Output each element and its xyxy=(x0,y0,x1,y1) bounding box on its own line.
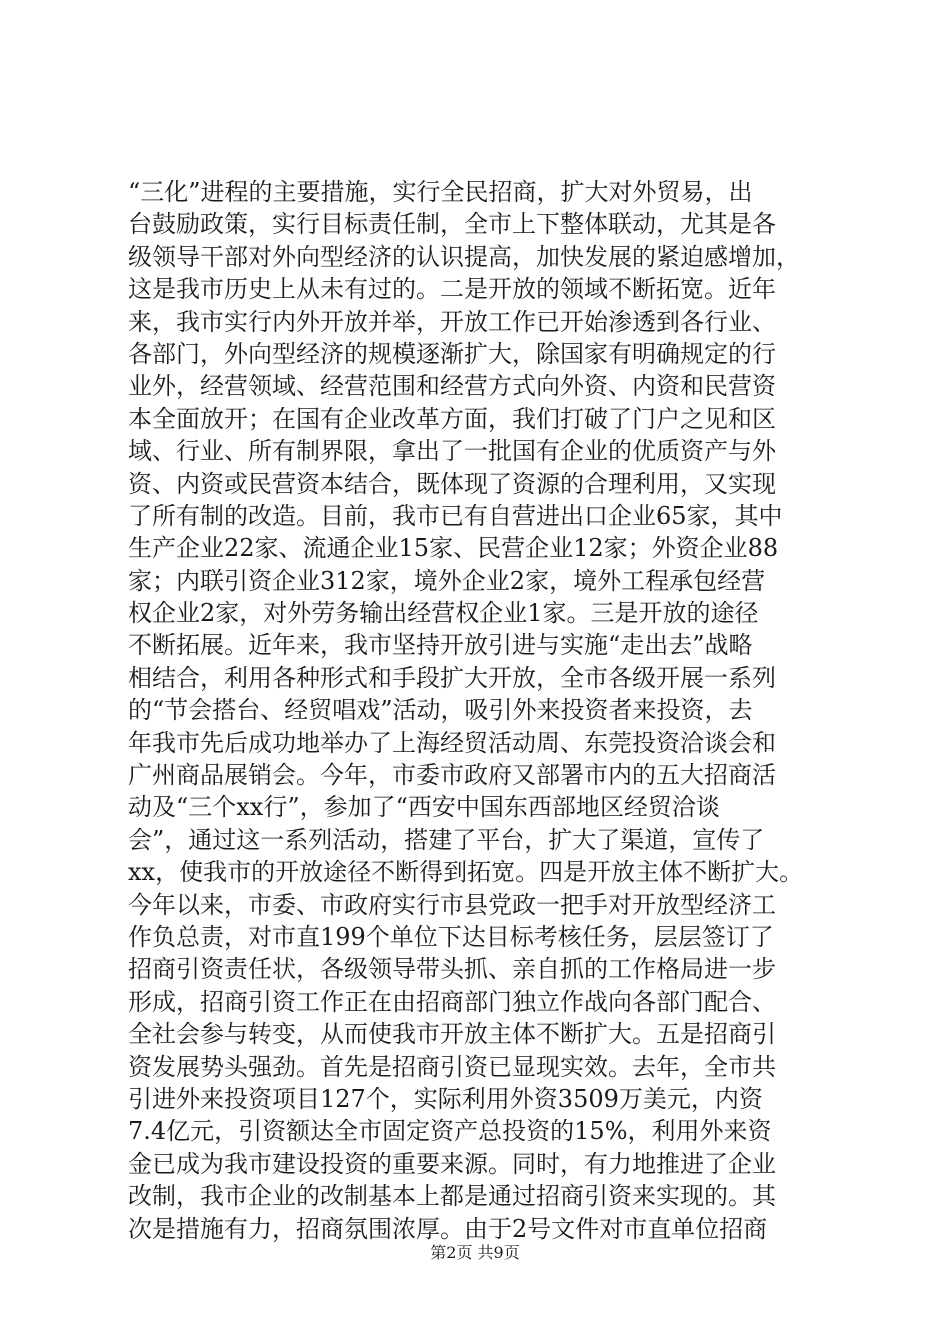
text-line: 各部门，外向型经济的规模逐渐扩大，除国家有明确规定的行 xyxy=(128,339,776,368)
text-line: 全社会参与转变，从而使我市开放主体不断扩大。五是招商引 xyxy=(128,1020,776,1049)
text-line: 形成，招商引资工作正在由招商部门独立作战向各部门配合、 xyxy=(128,987,776,1016)
text-line: 了所有制的改造。目前，我市已有自营进出口企业65家，其中 xyxy=(128,501,783,530)
text-line: 引进外来投资项目127个，实际利用外资3509万美元，内资 xyxy=(128,1084,763,1113)
text-line: 会”，通过这一系列活动，搭建了平台，扩大了渠道，宣传了 xyxy=(128,825,765,854)
text-line: 相结合，利用各种形式和手段扩大开放，全市各级开展一系列 xyxy=(128,663,776,692)
text-line: 权企业2家，对外劳务输出经营权企业1家。三是开放的途径 xyxy=(128,599,759,628)
text-line: 广州商品展销会。今年，市委市政府又部署市内的五大招商活 xyxy=(128,761,776,790)
text-line: 资发展势头强劲。首先是招商引资已显现实效。去年，全市共 xyxy=(128,1052,776,1081)
text-line: 这是我市历史上从未有过的。二是开放的领域不断拓宽。近年 xyxy=(128,275,776,304)
text-line: 来，我市实行内外开放并举，开放工作已开始渗透到各行业、 xyxy=(128,307,776,336)
text-line: 改制，我市企业的改制基本上都是通过招商引资来实现的。其 xyxy=(128,1182,776,1211)
text-line: 今年以来，市委、市政府实行市县党政一把手对开放型经济工 xyxy=(128,890,776,919)
text-line: 7.4亿元，引资额达全市固定资产总投资的15%，利用外来资 xyxy=(128,1117,772,1146)
text-line: 金已成为我市建设投资的重要来源。同时，有力地推进了企业 xyxy=(128,1149,776,1178)
text-line: 不断拓展。近年来，我市坚持开放引进与实施“走出去”战略 xyxy=(128,631,753,660)
page-footer: 第2页 共9页 xyxy=(430,1243,520,1262)
text-line: 生产企业22家、流通企业15家、民营企业12家；外资企业88 xyxy=(128,534,779,563)
text-line: 家；内联引资企业312家，境外企业2家，境外工程承包经营 xyxy=(128,566,766,595)
text-line: 次是措施有力，招商氛围浓厚。由于2号文件对市直单位招商 xyxy=(128,1214,768,1243)
text-line: 年我市先后成功地举办了上海经贸活动周、东莞投资洽谈会和 xyxy=(128,728,776,757)
body-paragraph xyxy=(128,176,863,1245)
text-line: 招商引资责任状，各级领导带头抓、亲自抓的工作格局进一步 xyxy=(128,955,776,984)
text-line: 资、内资或民营资本结合，既体现了资源的合理利用，又实现 xyxy=(128,469,776,498)
text-line: 域、行业、所有制界限，拿出了一批国有企业的优质资产与外 xyxy=(128,437,776,466)
text-line: 作负总责，对市直199个单位下达目标考核任务，层层签订了 xyxy=(128,922,774,951)
text-line: 业外，经营领域、经营范围和经营方式向外资、内资和民营资 xyxy=(128,372,776,401)
text-line: 本全面放开；在国有企业改革方面，我们打破了门户之见和区 xyxy=(128,404,776,433)
text-line: 的“节会搭台、经贸唱戏”活动，吸引外来投资者来投资，去 xyxy=(128,696,753,725)
text-line: 动及“三个xx行”，参加了“西安中国东西部地区经贸洽谈 xyxy=(128,793,720,822)
text-line: “三化”进程的主要措施，实行全民招商，扩大对外贸易，出 xyxy=(128,178,753,206)
text-line: xx，使我市的开放途径不断得到拓宽。四是开放主体不断扩大。 xyxy=(128,858,804,887)
text-line: 级领导干部对外向型经济的认识提高，加快发展的紧迫感增加， xyxy=(128,242,800,271)
text-line: 台鼓励政策，实行目标责任制，全市上下整体联动，尤其是各 xyxy=(128,210,776,239)
